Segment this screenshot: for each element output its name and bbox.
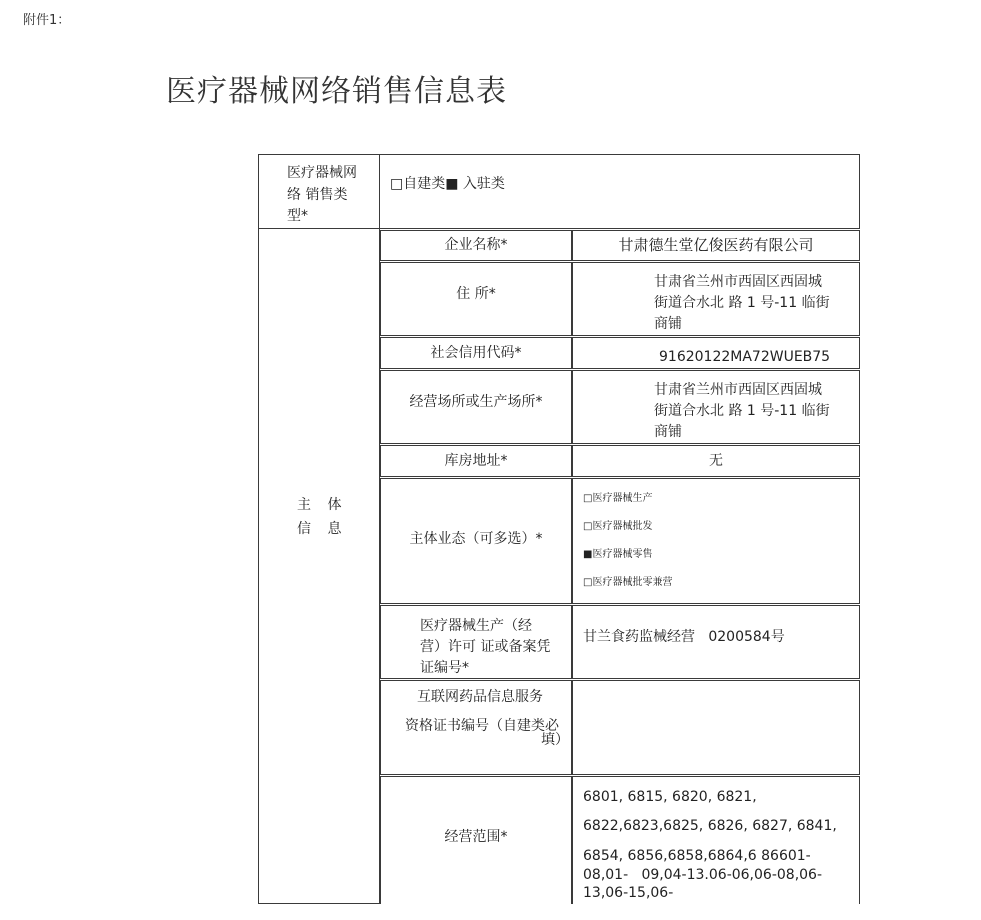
sales-type-label-cell: [258, 154, 380, 229]
credit-code-value: 91620122MA72WUEB75: [659, 349, 831, 365]
internet-cert-label-line1: 互联网药品信息服务: [417, 689, 543, 705]
residence-value-cell: [572, 262, 860, 336]
license-label-line2: 营）许可 证或备案凭: [420, 639, 551, 655]
business-place-value-line3: 商铺: [654, 424, 682, 440]
scope-label-cell: [380, 776, 572, 904]
business-form-option-manufacture: □医疗器械生产: [583, 493, 653, 504]
business-form-option-retail: ■医疗器械零售: [583, 549, 653, 560]
sales-type-options: □自建类■ 入驻类: [390, 176, 505, 192]
business-place-value-line2: 街道合水北 路 1 号-11 临街: [654, 403, 830, 419]
residence-value-line1: 甘肃省兰州市西固区西固城: [654, 274, 822, 290]
company-name-label-cell: [380, 230, 572, 261]
warehouse-value: 无: [709, 453, 723, 469]
internet-cert-value-cell: [572, 680, 860, 775]
warehouse-label: 库房地址*: [444, 453, 508, 469]
credit-code-label: 社会信用代码*: [430, 345, 522, 361]
sales-type-label-line3: 型*: [287, 208, 308, 224]
credit-code-value-cell: [572, 337, 860, 369]
sales-type-label-line2: 络 销售类: [287, 187, 348, 203]
section-label-cell: [258, 228, 380, 904]
scope-label: 经营范围*: [444, 829, 508, 845]
license-label-line1: 医疗器械生产（经: [420, 618, 532, 634]
attachment-label: 附件1：: [23, 13, 71, 28]
warehouse-value-cell: [572, 445, 860, 477]
business-form-label-cell: [380, 478, 572, 604]
section-label-line1: 主 体: [297, 497, 348, 513]
business-form-label: 主体业态（可多选）*: [409, 531, 543, 547]
warehouse-label-cell: [380, 445, 572, 477]
license-value: 甘兰食药监械经营 0200584号: [583, 629, 785, 645]
sales-type-label-line1: 医疗器械网: [287, 165, 357, 181]
residence-label-cell: [380, 262, 572, 336]
license-label-line3: 证编号*: [420, 660, 469, 676]
license-value-cell: [572, 605, 860, 679]
page-title: 医疗器械网络销售信息表: [166, 74, 507, 109]
residence-label: 住 所*: [456, 286, 496, 302]
business-place-value-line1: 甘肃省兰州市西固区西固城: [654, 382, 822, 398]
license-label-cell: [380, 605, 572, 679]
scope-value-cell: [572, 776, 860, 904]
scope-value-line2: 6822,6823,6825, 6826, 6827, 6841,: [583, 818, 837, 834]
business-form-option-wholesale: □医疗器械批发: [583, 521, 653, 532]
scope-value-line1: 6801, 6815, 6820, 6821,: [583, 789, 757, 805]
company-name-value: 甘肃德生堂亿俊医药有限公司: [618, 236, 814, 254]
business-place-label: 经营场所或生产场所*: [409, 394, 543, 410]
internet-cert-label-line3: 填）: [541, 732, 569, 748]
internet-cert-label-line2: 资格证书编号（自建类必: [405, 718, 559, 734]
scope-value-line4: 08,01- 09,04-13.06-06,06-08,06-: [583, 867, 823, 883]
business-form-option-both: □医疗器械批零兼营: [583, 577, 673, 588]
company-name-label: 企业名称*: [444, 237, 508, 253]
residence-value-line3: 商铺: [654, 316, 682, 332]
scope-value-line3: 6854, 6856,6858,6864,6 86601-: [583, 848, 811, 864]
internet-cert-label-cell: [380, 680, 572, 775]
residence-value-line2: 街道合水北 路 1 号-11 临街: [654, 295, 830, 311]
business-place-label-cell: [380, 370, 572, 444]
sales-type-value-cell: [379, 154, 860, 229]
company-name-value-cell: [572, 230, 860, 261]
scope-value-line5: 13,06-15,06-: [583, 885, 674, 901]
business-form-value-cell: [572, 478, 860, 604]
business-place-value-cell: [572, 370, 860, 444]
credit-code-label-cell: [380, 337, 572, 369]
section-label-line2: 信 息: [297, 521, 348, 537]
